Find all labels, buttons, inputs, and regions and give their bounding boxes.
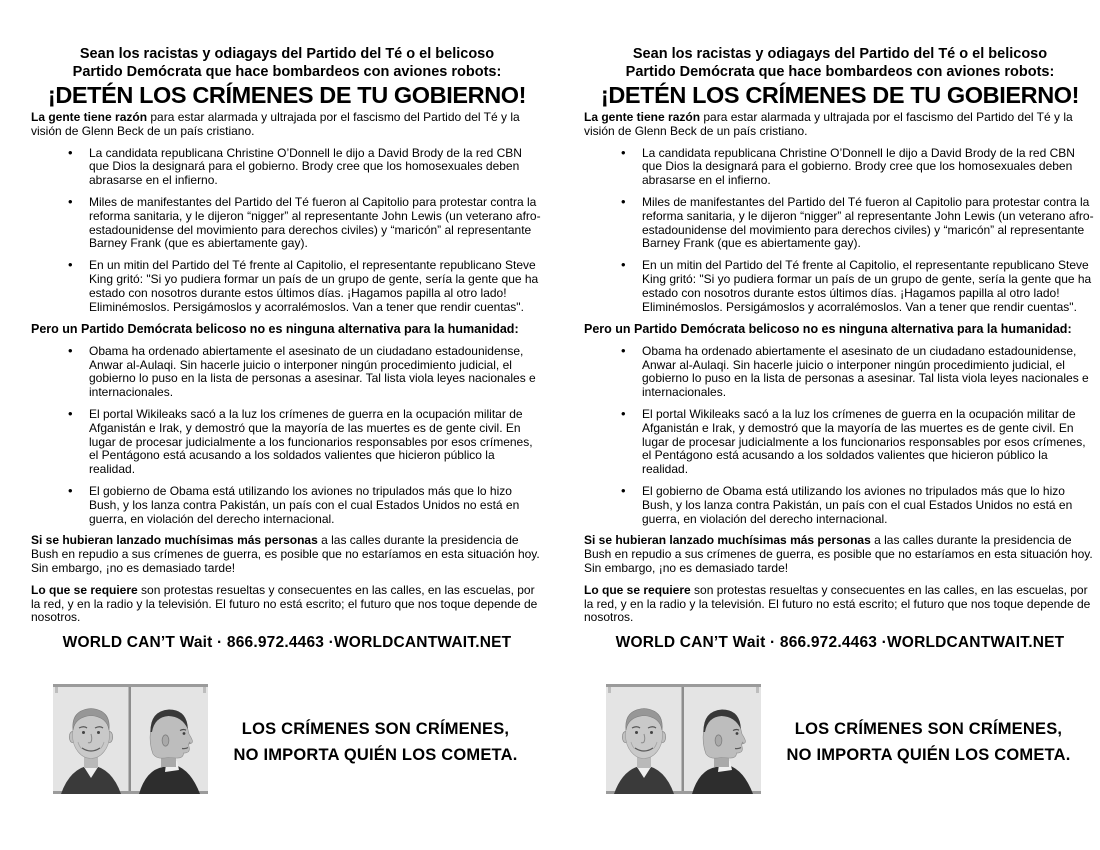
para2-rest: son protestas resueltas y consecuentes en las calles, en las escuelas, por la red, y en la radio y la televisión. El futuro no está escrito; el futuro que nos toque depende de nosotros. [31,582,538,625]
flyer-header-line1: Sean los racistas y odiagays del Partido del Té o el belicoso [632,46,1048,62]
bullet-text: El portal Wikileaks sacó a la luz los crímenes de guerra en la ocupación militar de Afganistán e Irak, y demostró que la mayoría de las muertes es de gente civil. En lugar de procesar judicialmente a los funcionarios responsables por esos crímenes, el Pentágono está acusando a los soldados valientes que hicieron público la realidad. [642,407,1086,477]
bullet-text: El gobierno de Obama está utilizando los aviones no tripulados más que lo hizo Bush, y los lanza contra Pakistán, un país con el cual Estados Unidos no está en guerra, en violación del derecho internacional. [642,484,1073,526]
page-title: ¡DETÉN LOS CRÍMENES DE TU GOBIERNO! [600,82,1080,108]
list-item [31,408,543,477]
bullet-icon: • [621,144,626,160]
list-item [584,259,1096,314]
photo-caption-row [584,684,1096,799]
photo-caption-row [31,684,543,799]
bullet-icon: • [621,257,626,273]
list-item [584,342,1096,400]
democrat-bullet-list [31,342,543,527]
section-heading-democrats: Pero un Partido Demócrata belicoso no es ninguna alternativa para la humanidad: [31,322,519,337]
flyer-copy-left [31,46,543,799]
photo-caption-line1: LOS CRÍMENES SON CRÍMENES, [794,719,1063,738]
bullet-icon: • [68,342,73,358]
call-to-action-paragraph-1 [584,534,1096,575]
call-to-action-paragraph-2 [584,584,1096,625]
para2-rest: son protestas resueltas y consecuentes en las calles, en las escuelas, por la red, y en la radio y la televisión. El futuro no está escrito; el futuro que nos toque depende de nosotros. [584,582,1091,625]
intro-rest: para estar alarmada y ultrajada por el fascismo del Partido del Té y la visión de Glenn Beck de un país cristiano. [584,110,1073,138]
mugshot-illustration [606,684,761,794]
bullet-text: Obama ha ordenado abiertamente el asesinato de un ciudadano estadounidense, Anwar al-Aulaqi. Sin hacerle juicio o interponer ningún procedimiento judicial, el gobierno lo puso en la lista de personas a asesinar. Tal lista viola leyes nacionales e internacionales. [89,343,536,400]
list-item [584,408,1096,477]
photo-caption-line1: LOS CRÍMENES SON CRÍMENES, [241,719,510,738]
intro-bold-lead: La gente tiene razón [584,110,701,124]
bullet-icon: • [621,342,626,358]
call-to-action-paragraph-2 [31,584,543,625]
para1-bold-lead: Si se hubieran lanzado muchísimas más personas [31,533,318,548]
para2-bold-lead: Lo que se requiere [584,582,691,597]
bullet-text: Obama ha ordenado abiertamente el asesinato de un ciudadano estadounidense, Anwar al-Aulaqi. Sin hacerle juicio o interponer ningún procedimiento judicial, el gobierno lo puso en la lista de personas a asesinar. Tal lista viola leyes nacionales e internacionales. [642,343,1089,400]
bullet-icon: • [68,257,73,273]
photo-caption [761,716,1096,768]
para1-bold-lead: Si se hubieran lanzado muchísimas más personas [584,533,871,548]
photo-caption-line2: NO IMPORTA QUIÉN LOS COMETA. [233,745,518,764]
photo-caption-line2: NO IMPORTA QUIÉN LOS COMETA. [786,745,1071,764]
bullet-icon: • [68,406,73,422]
tea-party-bullet-list [31,144,543,315]
page-title: ¡DETÉN LOS CRÍMENES DE TU GOBIERNO! [47,82,527,108]
intro-rest: para estar alarmada y ultrajada por el fascismo del Partido del Té y la visión de Glenn Beck de un país cristiano. [31,110,520,138]
list-item [31,259,543,314]
intro-bold-lead: La gente tiene razón [31,110,148,124]
bullet-text: En un mitin del Partido del Té frente al Capitolio, el representante republicano Steve King gritó: "Si yo pudiera formar un país de un grupo de gente, sería la gente que ha estado con nosotros durante estos últimos días. ¡Hagamos papilla al otro lado! Eliminémoslos. Persigámoslos y acorralémoslos. Van a tener que rendir cuentas". [89,258,539,314]
bush-obama-mugshot-photo [606,684,761,799]
list-item [31,193,543,251]
tea-party-bullet-list [584,144,1096,315]
call-to-action-paragraph-1 [31,534,543,575]
section-heading-democrats: Pero un Partido Demócrata belicoso no es ninguna alternativa para la humanidad: [584,322,1072,337]
para1-rest: a las calles durante la presidencia de Bush en repudio a sus crímenes de guerra, es posible que no estaríamos en esta situación hoy. Sin embargo, ¡no es demasiado tarde! [31,533,540,576]
bullet-text: El portal Wikileaks sacó a la luz los crímenes de guerra en la ocupación militar de Afganistán e Irak, y demostró que la mayoría de las muertes es de gente civil. En lugar de procesar judicialmente a los funcionarios responsables por esos crímenes, el Pentágono está acusando a los soldados valientes que hicieron público la realidad. [89,407,533,477]
list-item [31,485,543,526]
bullet-text: En un mitin del Partido del Té frente al Capitolio, el representante republicano Steve King gritó: "Si yo pudiera formar un país de un grupo de gente, sería la gente que ha estado con nosotros durante estos últimos días. ¡Hagamos papilla al otro lado! Eliminémoslos. Persigámoslos y acorralémoslos. Van a tener que rendir cuentas". [642,258,1092,314]
list-item [584,485,1096,526]
bullet-icon: • [621,406,626,422]
bullet-text: Miles de manifestantes del Partido del Té fueron al Capitolio para protestar contra la reforma sanitaria, y le dijeron “nigger” al representante John Lewis (un veterano afro-estadounidense del movimiento para derechos civiles) y “maricón” al representante Barney Frank (que es abiertamente gay). [642,194,1094,251]
flyer-header-line1: Sean los racistas y odiagays del Partido del Té o el belicoso [79,46,495,62]
list-item [31,342,543,400]
democrat-bullet-list [584,342,1096,527]
para2-bold-lead: Lo que se requiere [31,582,138,597]
bullet-text: El gobierno de Obama está utilizando los aviones no tripulados más que lo hizo Bush, y los lanza contra Pakistán, un país con el cual Estados Unidos no está en guerra, en violación del derecho internacional. [89,484,520,526]
bullet-text: Miles de manifestantes del Partido del Té fueron al Capitolio para protestar contra la reforma sanitaria, y le dijeron “nigger” al representante John Lewis (un veterano afro-estadounidense del movimiento para derechos civiles) y “maricón” al representante Barney Frank (que es abiertamente gay). [89,194,541,251]
organization-contact-line: WORLD CAN’T Wait · 866.972.4463 ·WORLDCANTWAIT.NET [62,634,512,652]
intro-paragraph [31,111,543,139]
bullet-icon: • [68,144,73,160]
list-item [584,193,1096,251]
bush-obama-mugshot-photo [53,684,208,799]
list-item [31,144,543,188]
list-item [584,144,1096,188]
bullet-icon: • [68,193,73,209]
intro-paragraph [584,111,1096,139]
bullet-text: La candidata republicana Christine O’Donnell le dijo a David Brody de la red CBN que Dios la designará para el gobierno. Brody cree que los homosexuales deben abrasarse en el infierno. [89,145,522,188]
bullet-text: La candidata republicana Christine O’Donnell le dijo a David Brody de la red CBN que Dios la designará para el gobierno. Brody cree que los homosexuales deben abrasarse en el infierno. [642,145,1075,188]
bullet-icon: • [68,483,73,499]
flyer-header-line2: Partido Demócrata que hace bombardeos con aviones robots: [72,63,502,80]
para1-rest: a las calles durante la presidencia de Bush en repudio a sus crímenes de guerra, es posible que no estaríamos en esta situación hoy. Sin embargo, ¡no es demasiado tarde! [584,533,1093,576]
flyer-header-line2: Partido Demócrata que hace bombardeos con aviones robots: [625,63,1055,80]
photo-caption [208,716,543,768]
bullet-icon: • [621,483,626,499]
organization-contact-line: WORLD CAN’T Wait · 866.972.4463 ·WORLDCANTWAIT.NET [615,634,1065,652]
flyer-copy-right [584,46,1096,799]
mugshot-illustration [53,684,208,794]
bullet-icon: • [621,193,626,209]
